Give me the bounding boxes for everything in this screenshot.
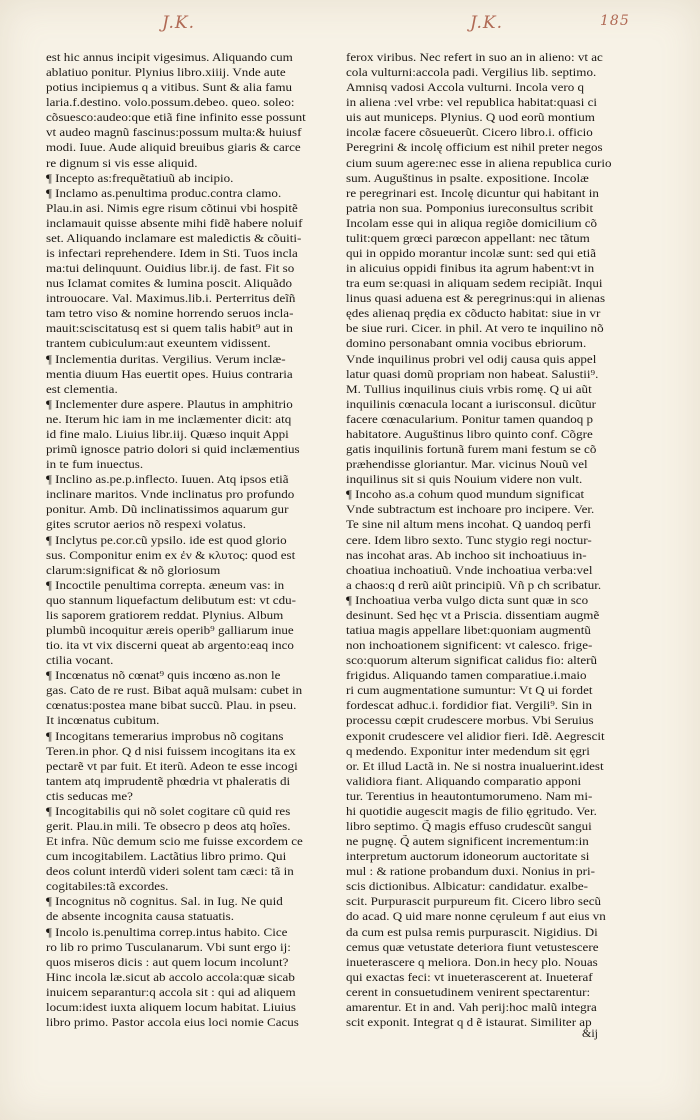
text-column-left	[46, 51, 336, 1031]
text-line: desinunt. Sed hęc vt a Priscia. dissentiam augmẽ	[346, 609, 600, 622]
text-line: da cum est pulsa remis purpurascit. Nigidius. Di	[346, 926, 598, 939]
text-line: cum incogitabilem. Lactãtius libro primo. Qui	[46, 851, 287, 864]
text-line: tulit:quem grœci parœcon appellant: nec tãtum	[346, 232, 590, 245]
text-line: potius incipiemus q a vitibus. Sunt & alia famu	[46, 82, 293, 95]
text-line: re dignum si vis esse aliquid.	[46, 157, 198, 170]
text-line: sum. Auguštinus in psalte. expositione. Incolæ	[346, 172, 589, 185]
text-line: scis dictionibus. Albicatur: candidatur. exalbe-	[346, 881, 589, 894]
text-line: inclamauit quisse absente mihi fidẽ habere noluif	[46, 217, 303, 230]
text-line: re peregrinari est. Incolę dicuntur qui habitant in	[346, 187, 599, 200]
text-line: quo stannum liquefactum delibutum est: vt cdu-	[46, 594, 296, 607]
text-line: libro primo. Pastor accola eius loci nomie Cacus	[46, 1017, 299, 1029]
text-line: præhendisse gloriantur. Mar. vicinus Nouũ vel	[346, 459, 588, 472]
handwritten-annotation-middle: J.K.	[470, 13, 504, 33]
text-line: Vnde subtractum est inchoare pro incipere. Ver.	[346, 504, 595, 517]
text-line: tio. ita vt vix discerni queat ab argento:eaq inco	[46, 640, 294, 653]
text-line: locum:idest iuxta aliquem locum habitat. Liuius	[46, 1001, 296, 1014]
text-line: frigidus. Aliquando tamen comparatiue.i.maio	[346, 670, 587, 683]
text-line: ¶ Incogitabilis qui nõ solet cogitare cũ quid res	[46, 805, 291, 818]
text-line: interpretum auctorum idoneorum auctoritate si	[346, 851, 590, 864]
text-line: processu cœpit crudescere morbus. Vbi Seruius	[346, 715, 594, 728]
text-line: ¶ Inclytus pe.cor.cũ ypsilo. ide est quod glorio	[46, 534, 287, 547]
text-line: trantem cubiculum:aut exeuntem vidissent.	[46, 338, 271, 351]
text-line: latur quasi domũ propriam non habeat. Salustii⁹.	[346, 368, 599, 381]
text-line: Amnisq vadosi Accola vulturni. Incola vero q	[346, 82, 585, 95]
text-line: mul : & ratione probandum duxi. Nonius in pri-	[346, 866, 595, 879]
text-line: Te sine nil altum mens incohat. Q uandoq perfi	[346, 519, 592, 532]
text-line: nus Iclamat comites & lumina poscit. Aliquãdo	[46, 278, 293, 291]
text-line: cerent in consuetudinem venirent spectarentur:	[346, 986, 591, 999]
text-line: cemus quæ vetustate deteriora fiunt vetustescere	[346, 941, 599, 954]
text-line: clarum:significat & nõ gloriosum	[46, 564, 221, 577]
text-line: cium suum agere:nec esse in aliena republica curio	[346, 157, 612, 170]
text-line: amarentur. Et in and. Vah perij:hoc malũ integra	[346, 1001, 597, 1014]
text-line: ferox viribus. Nec refert in suo an in alieno: vt ac	[346, 52, 603, 64]
text-line: mauit:sciscitatusq est si quem talis habit⁹ aut in	[46, 323, 293, 336]
text-line: modi. Iuue. Aude aliquid breuibus giaris & carce	[46, 142, 301, 155]
text-line: fordescat adhuc.i. fordidior fiat. Vergili⁹. Sin in	[346, 700, 593, 713]
text-line: Hinc incola læ.sicut ab accolo accola:quæ sicab	[46, 971, 295, 984]
text-line: It incœnatus cubitum.	[46, 715, 160, 728]
text-line: nas incohat aras. Ab inchoo sit inchoatiuus in-	[346, 549, 587, 562]
text-line: facere cœnacularium. Ponitur tamen quandoq p	[346, 413, 594, 426]
text-line: id fine malo. Liuius libr.iij. Quæso inquit Appi	[46, 428, 289, 441]
text-line: ędes alienaq prędia ex cõducto habitat: siue in vr	[346, 308, 601, 321]
text-line: sus. Componitur enim ex ἐν & κλυτος: quod est	[46, 549, 296, 562]
text-line: sco:quorum alterum significat calidus fio: alterũ	[346, 655, 598, 668]
text-line: qui in oppido morantur incolæ sunt: sed qui etiã	[346, 248, 597, 261]
text-line: est clementia.	[46, 383, 118, 396]
text-line: ¶ Incolo is.penultima correp.intus habito. Cice	[46, 926, 288, 939]
text-line: est hic annus incipit vigesimus. Aliquando cum	[46, 52, 293, 64]
text-line: patria non sua. Pomponius iureconsultus scribit	[346, 202, 594, 215]
text-line: ¶ Inchoatiua verba vulgo dicta sunt quæ in sco	[346, 594, 589, 607]
text-line: ¶ Incœnatus nõ cœnat⁹ quis incœno as.non le	[46, 670, 281, 683]
text-line: scit. Purpurascit purpureum fit. Cicero libro secũ	[346, 896, 602, 909]
handwritten-annotation-left: J.K.	[162, 13, 196, 33]
text-line: inuicem separantur:q accola sit : qui ad aliquem	[46, 986, 296, 999]
text-line: gas. Cato de re rust. Bibat aquã mulsam: cubet in	[46, 685, 303, 698]
text-line: ablatiuo ponitur. Plynius libro.xiiij. Vnde aute	[46, 67, 286, 80]
text-line: cõsuesco:audeo:que etiã fine infinito esse possunt	[46, 112, 306, 125]
text-line: ¶ Incepto as:frequẽtatiuũ ab incipio.	[46, 172, 234, 185]
text-line: habitatore. Auguštinus libro quinto conf. Cõgre	[346, 428, 593, 441]
text-line: inueterascere q meliora. Don.in hecy plo. Nouas	[346, 956, 598, 969]
text-line: tam tetro viso & nomine horrendo seruos incla-	[46, 308, 294, 321]
text-line: quos miseros dicis : aut quem locum incolunt?	[46, 956, 289, 969]
text-line: ro lib ro primo Tusculanarum. Vbi sunt ergo ij:	[46, 941, 291, 954]
text-line: ¶ Inclino as.pe.p.inflecto. Iuuen. Atq ipsos etiã	[46, 474, 289, 487]
text-line: incolæ facere cõsueuerũt. Cicero libro.i. officio	[346, 127, 593, 140]
text-line: ¶ Incoho as.a cohum quod mundum significat	[346, 489, 585, 502]
text-line: ctilia vocant.	[46, 655, 114, 668]
text-line: ctis seducas me?	[46, 790, 133, 803]
text-line: ¶ Inclementia duritas. Vergilius. Verum inclæ-	[46, 353, 286, 366]
text-line: choatiua inchoatiuũ. Vnde inchoatiua verba:vel	[346, 564, 593, 577]
text-line: Incolam esse qui in aliqua regiõe domicilium cõ	[346, 217, 598, 230]
text-line: ¶ Inclamo as.penultima produc.contra clamo.	[46, 187, 282, 200]
text-line: pectarẽ vt par fuit. Et iterũ. Adeon te esse incogi	[46, 760, 298, 773]
text-line: inclinare maritos. Vnde inclinatus pro profundo	[46, 489, 295, 502]
text-line: do acad. Q uid mare nonne cęruleum f aut eius vn	[346, 911, 606, 924]
text-line: M. Tullius inquilinus ciuis vrbis romę. Q ui aũt	[346, 383, 592, 396]
text-line: ri cum augmentatione sumuntur: Vt Q ui fordet	[346, 685, 593, 698]
text-line: ponitur. Amb. Dũ inclinatissimos aquarum gur	[46, 504, 289, 517]
text-line: is infectari reprehendere. Idem in Sti. Tuos incla	[46, 248, 298, 261]
text-line: cœnatus:postea mane bibat succũ. Plau. in pseu.	[46, 700, 297, 713]
text-line: gatis inquilinis fortunã furem mani festum se cõ	[346, 444, 597, 457]
text-line: lis saporem gratiorem reddat. Plynius. Album	[46, 609, 284, 622]
text-line: in alicuius oppidi finibus ita agrum habent:vt in	[346, 263, 595, 276]
text-line: deos colunt interdũ videri solent tam cæci: tã in	[46, 866, 294, 879]
text-line: ¶ Incogitans temerarius improbus nõ cogitans	[46, 730, 284, 743]
text-line: gerit. Plau.in mili. Te obsecro p deos atq hoĩes.	[46, 820, 291, 833]
text-line: ¶ Inclementer dure aspere. Plautus in amphitrio	[46, 398, 293, 411]
text-line: validiora fiant. Aliquando comparatio apponi	[346, 775, 582, 788]
text-line: tra eum se:quasi in aliquam sedem recipiãt. Inqui	[346, 278, 603, 291]
text-line: de absente incognita causa statuatis.	[46, 911, 235, 924]
text-line: mentia diuum Has euertit opes. Huius contraria	[46, 368, 293, 381]
text-line: cere. Idem libro sexto. Tunc stygio regi noctur-	[346, 534, 592, 547]
text-line: non inchoationem significent: vt calesco. frige-	[346, 640, 593, 653]
text-column-right	[346, 51, 638, 1031]
text-line: in aliena :vel vrbe: vel republica habitat:quasi ci	[346, 97, 598, 110]
text-line: Plau.in asi. Nimis egre risum cõtinui vbi hospitẽ	[46, 202, 298, 215]
text-line: linus quasi aduena est & peregrinus:qui in alienas	[346, 293, 606, 306]
text-line: qui exactas feci: vt inueterascerent at. Inueteraf	[346, 971, 593, 984]
text-line: a chaos:q d rerũ aiũt principiũ. Vñ p ch scribatur.	[346, 579, 602, 592]
text-line: uis aut municeps. Plynius. Q uod eorũ montium	[346, 112, 595, 125]
text-line: ne pugnę. Q̃ autem significent incrementum:in	[346, 836, 589, 849]
text-line: laria.f.destino. volo.possum.debeo. queo. soleo:	[46, 97, 295, 110]
text-line: in te fum inuectus.	[46, 459, 144, 472]
text-line: ¶ Incognitus nõ cognitus. Sal. in Iug. Ne quid	[46, 896, 283, 909]
text-line: primũ ignosce patrio dolori si quid inclæmentius	[46, 444, 300, 457]
text-line: vt audeo magnũ fascinus:possum multa:& huiusf	[46, 127, 302, 140]
text-line: ma:tui delinquunt. Ouidius libr.ij. de fast. Fit so	[46, 263, 295, 276]
text-line: q medendo. Exponitur inter medendum sit ęgri	[346, 745, 590, 758]
text-line: or. Et illud Lactã in. Ne si nostra inualuerint.idest	[346, 760, 604, 773]
text-line: Peregrini & incolę officium est nihil preter negos	[346, 142, 603, 155]
folio-number: 185	[600, 13, 630, 29]
text-line: Teren.in phor. Q d nisi fuissem incogitans ita ex	[46, 745, 296, 758]
text-line: exponit crudescere vel alidior fieri. Idẽ. Aegrescit	[346, 730, 605, 743]
text-line: gites scrutor aerios nõ respexi volatus.	[46, 519, 246, 532]
text-line: ¶ Incoctile penultima correpta. æneum vas: in	[46, 579, 285, 592]
text-line: tantem atq imprudentẽ phœdria vt phaleratis di	[46, 775, 291, 788]
text-line: tatiua magis appellare libet:quoniam augmentũ	[346, 624, 591, 637]
text-line: be siue ruri. Cicer. in phil. At vero te inquilino nõ	[346, 323, 604, 336]
signature-mark: &ij	[582, 1026, 599, 1040]
text-line: ne. Iterum hic iam in me inclæmenter dicit: atq	[46, 413, 292, 426]
text-line: tur. Terentius in heautontumorumeno. Nam mi-	[346, 790, 593, 803]
text-line: Et infra. Nũc demum scio me fuisse excordem ce	[46, 836, 303, 849]
text-line: set. Aliquando inclamare est maledictis & cõuiti-	[46, 232, 302, 245]
text-line: libro septimo. Q̃ magis effuso crudescũt sangui	[346, 820, 592, 833]
text-line: inquilinus sit si quis Nouium videre non vult.	[346, 474, 583, 487]
text-line: inquilinis cœnacula locant a iurisconsul. dicũtur	[346, 398, 596, 411]
text-line: Vnde inquilinus probri vel odij causa quis appel	[346, 353, 597, 366]
text-line: introuocare. Val. Maximus.lib.i. Perterritus deĩñ	[46, 293, 296, 306]
text-line: domino personabant omnia vocibus ebriorum.	[346, 338, 587, 351]
text-line: cola vulturni:accola padi. Vergilius lib. septimo.	[346, 67, 597, 80]
text-line: scit exponit. Integrat q d ẽ istaurat. Similiter ap	[346, 1017, 592, 1029]
text-line: hi quotidie augescit magis de filio ęgritudo. Ver.	[346, 805, 597, 818]
text-line: cogitabiles:tã excordes.	[46, 881, 169, 894]
text-line: plumbũ incoquitur æreis operib⁹ galliarum inue	[46, 624, 294, 637]
